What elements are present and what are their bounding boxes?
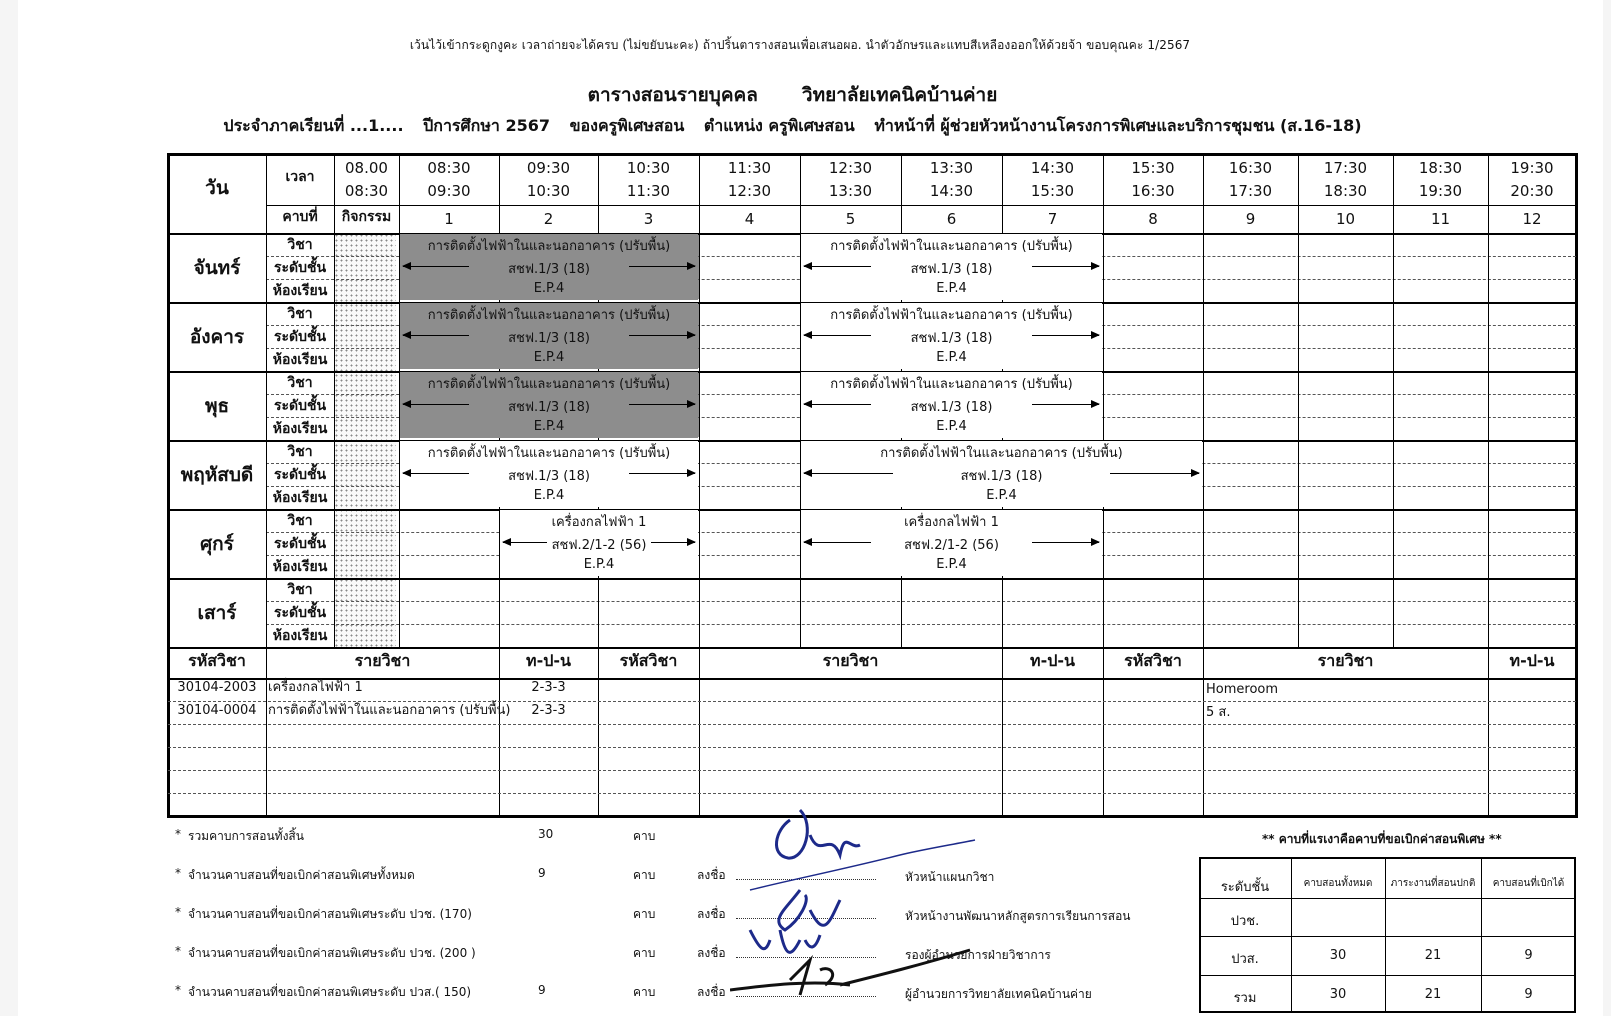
summary-unit: คาบ — [633, 946, 656, 960]
stats-header: คาบสอนที่เบิกได้ — [1492, 878, 1565, 889]
subjects-row-line — [168, 770, 1576, 771]
extra-activity: Homeroom — [1206, 682, 1279, 697]
signer-title: หัวหน้างานพัฒนาหลักสูตรการเรียนการสอน — [905, 909, 1131, 923]
subjects-row-line — [168, 793, 1576, 794]
time-from: 13:30 — [929, 159, 974, 177]
sign-label: ลงชื่อ — [697, 868, 726, 882]
stats-cell: 21 — [1424, 948, 1442, 963]
subject-tpn: 2-3-3 — [531, 680, 566, 695]
document-subtitle — [0, 114, 1585, 139]
subjects-row-line — [168, 724, 1576, 725]
entry-room: E.P.4 — [936, 557, 967, 572]
time-to: 12:30 — [727, 182, 772, 200]
title-college: วิทยาลัยเทคนิคบ้านค่าย — [801, 84, 998, 106]
signer-title: รองผู้อำนวยการฝ่ายวิชาการ — [905, 948, 1051, 962]
summary-label: รวมคาบการสอนทั้งสิ้น — [188, 829, 304, 843]
summary-label: จำนวนคาบสอนที่ขอเบิกค่าสอนพิเศษทั้งหมด — [188, 868, 415, 882]
summary-value: 9 — [538, 983, 546, 997]
period-label: คาบที่ — [282, 209, 318, 225]
semester: ประจำภาคเรียนที่ ...1.... — [223, 116, 404, 135]
stats-row-line — [1199, 975, 1576, 976]
subject-code: 30104-0004 — [177, 703, 257, 718]
activity-label: กิจกรรม — [341, 209, 392, 225]
arrow-right-icon — [629, 473, 695, 474]
document-title — [0, 80, 1585, 110]
arrow-right-icon — [1032, 542, 1099, 543]
stats-cell: ปวส. — [1231, 952, 1259, 967]
row-label-subject: วิชา — [287, 582, 313, 598]
entry-subject: การติดตั้งไฟฟ้าในและนอกอาคาร (ปรับพื้น) — [830, 377, 1073, 392]
time-from: 15:30 — [1131, 159, 1175, 177]
row-label-subject: วิชา — [287, 444, 313, 460]
time-from: 12:30 — [828, 159, 873, 177]
stats-cell: 21 — [1424, 987, 1442, 1002]
arrow-left-icon — [403, 266, 469, 267]
column-line — [699, 156, 700, 647]
academic-year: ปีการศึกษา 2567 — [423, 116, 550, 135]
arrow-right-icon — [629, 266, 695, 267]
row-divider — [266, 601, 1576, 602]
column-line — [1103, 156, 1104, 647]
period-number: 2 — [543, 210, 554, 228]
stats-cell: 30 — [1329, 987, 1347, 1002]
row-label-room: ห้องเรียน — [272, 421, 328, 437]
summary-value: 30 — [538, 827, 554, 841]
stats-header: คาบสอนทั้งหมด — [1303, 878, 1373, 889]
time-from: 19:30 — [1510, 159, 1554, 177]
period-number: 6 — [946, 210, 957, 228]
row-divider — [266, 624, 1576, 625]
row-label-room: ห้องเรียน — [272, 628, 328, 644]
row-label-room: ห้องเรียน — [272, 490, 328, 506]
time-from: 11:30 — [727, 159, 772, 177]
grid-bottom-line — [168, 647, 1576, 649]
day-header: วัน — [205, 177, 229, 199]
entry-subject: การติดตั้งไฟฟ้าในและนอกอาคาร (ปรับพื้น) — [880, 446, 1123, 461]
arrow-right-icon — [629, 335, 695, 336]
arrow-right-icon — [1032, 404, 1099, 405]
summary-value: 9 — [538, 866, 546, 880]
column-line — [334, 156, 335, 647]
arrow-left-icon — [403, 404, 469, 405]
subjects-header-name: รายวิชา — [822, 651, 879, 670]
subjects-header-tpn: ท-ป-น — [1509, 651, 1555, 670]
row-label-subject: วิชา — [287, 237, 313, 253]
arrow-right-icon — [1032, 266, 1099, 267]
subject-tpn: 2-3-3 — [531, 703, 566, 718]
time-to: 10:30 — [526, 182, 571, 200]
summary-label: จำนวนคาบสอนที่ขอเบิกค่าสอนพิเศษระดับ ปวช. (200 ) — [188, 946, 476, 960]
day-fri: ศุกร์ — [200, 533, 234, 555]
entry-level: สชฟ.2/1-2 (56) — [904, 538, 999, 553]
column-line — [1203, 156, 1204, 647]
top-note: เว้นไว้เข้ากระดูกงูคะ เวลาถ่ายจะได้ครบ (ไม่ขยับนะคะ) ถ้าปริ้นตารางสอนเพื่อเสนอผอ. นำตัวอักษรและแทบสีเหลืองออกให้ด้วยจ้า ขอบคุณคะ 1/2567 — [409, 38, 1191, 52]
time-from: 09:30 — [526, 159, 571, 177]
position: ตำแหน่ง ครูพิเศษสอน — [703, 116, 855, 135]
stats-cell: 9 — [1524, 948, 1533, 963]
row-label-level: ระดับชั้น — [273, 398, 327, 414]
subjects-header-tpn: ท-ป-น — [1030, 651, 1075, 670]
entry-level: สชฟ.1/3 (18) — [960, 469, 1043, 484]
period-number: 10 — [1335, 210, 1356, 228]
subject-name: เครื่องกลไฟฟ้า 1 — [268, 680, 363, 695]
signer-title: หัวหน้าแผนกวิชา — [905, 870, 995, 884]
special-note: ** คาบที่แรเงาคือคาบที่ขอเบิกค่าสอนพิเศษ ** — [1262, 832, 1502, 846]
stats-header: ภาระงานที่สอนปกติ — [1390, 878, 1476, 889]
period-number: 9 — [1245, 210, 1256, 228]
subjects-header-code: รหัสวิชา — [1124, 651, 1182, 670]
signatures-image — [730, 800, 1030, 1010]
arrow-left-icon — [403, 473, 469, 474]
column-line — [1488, 156, 1489, 647]
period-number: 8 — [1148, 210, 1158, 228]
subjects-header-name: รายวิชา — [354, 651, 411, 670]
period-number: 5 — [845, 210, 856, 228]
entry-subject: การติดตั้งไฟฟ้าในและนอกอาคาร (ปรับพื้น) — [427, 308, 671, 323]
signer-title: ผู้อำนวยการวิทยาลัยเทคนิคบ้านค่าย — [905, 987, 1092, 1001]
row-label-level: ระดับชั้น — [273, 467, 327, 483]
subject-code: 30104-2003 — [177, 680, 257, 695]
entry-room: E.P.4 — [936, 281, 967, 296]
entry-subject: การติดตั้งไฟฟ้าในและนอกอาคาร (ปรับพื้น) — [830, 308, 1073, 323]
time-to: 14:30 — [929, 182, 974, 200]
summary-unit: คาบ — [633, 868, 656, 882]
time-to: 13:30 — [828, 182, 873, 200]
arrow-right-icon — [1032, 335, 1099, 336]
time-to: 16:30 — [1131, 182, 1175, 200]
stats-row-line — [1199, 898, 1576, 899]
column-line — [1393, 156, 1394, 647]
arrow-right-icon — [629, 404, 695, 405]
title-main: ตารางสอนรายบุคคล — [587, 84, 758, 106]
period-number: 4 — [744, 210, 755, 228]
entry-subject: การติดตั้งไฟฟ้าในและนอกอาคาร (ปรับพื้น) — [427, 446, 671, 461]
arrow-left-icon — [804, 404, 871, 405]
entry-room: E.P.4 — [936, 350, 967, 365]
time-label: เวลา — [285, 169, 315, 185]
summary-bullet: * — [175, 944, 181, 958]
stats-cell: 9 — [1524, 987, 1533, 1002]
stats-cell: 30 — [1329, 948, 1347, 963]
time-from: 18:30 — [1418, 159, 1463, 177]
entry-room: E.P.4 — [533, 350, 565, 365]
time-from: 14:30 — [1030, 159, 1075, 177]
column-line — [266, 156, 267, 647]
duty: ทำหน้าที่ ผู้ช่วยหัวหน้างานโครงการพิเศษและบริการชุมชน (ส.16-18) — [874, 116, 1362, 135]
sign-label: ลงชื่อ — [697, 985, 726, 999]
summary-label: จำนวนคาบสอนที่ขอเบิกค่าสอนพิเศษระดับ ปวช. (170) — [188, 907, 472, 921]
arrow-left-icon — [503, 542, 547, 543]
summary-bullet: * — [175, 866, 181, 880]
entry-room: E.P.4 — [936, 419, 967, 434]
time-from: 17:30 — [1323, 159, 1368, 177]
entry-subject: เครื่องกลไฟฟ้า 1 — [551, 515, 647, 530]
arrow-left-icon — [804, 473, 893, 474]
summary-unit: คาบ — [633, 907, 656, 921]
row-label-level: ระดับชั้น — [273, 605, 327, 621]
stats-cell: ปวช. — [1230, 914, 1260, 929]
summary-unit: คาบ — [633, 985, 656, 999]
period-number: 11 — [1430, 210, 1451, 228]
entry-level: สชฟ.1/3 (18) — [910, 400, 993, 415]
arrow-left-icon — [804, 335, 871, 336]
day-sat: เสาร์ — [197, 602, 237, 624]
row-label-subject: วิชา — [287, 306, 313, 322]
entry-room: E.P.4 — [533, 488, 565, 503]
row-label-level: ระดับชั้น — [273, 536, 327, 552]
subjects-row-line — [168, 701, 1576, 702]
period-number: 12 — [1522, 210, 1542, 228]
time-from: 10:30 — [626, 159, 671, 177]
row-label-room: ห้องเรียน — [272, 352, 328, 368]
summary-bullet: * — [175, 905, 181, 919]
teacher: ของครูพิเศษสอน — [569, 116, 685, 135]
entry-subject: การติดตั้งไฟฟ้าในและนอกอาคาร (ปรับพื้น) — [830, 239, 1073, 254]
summary-bullet: * — [175, 983, 181, 997]
row-label-level: ระดับชั้น — [273, 260, 327, 276]
stats-header: ระดับชั้น — [1220, 880, 1270, 895]
subjects-header-line — [168, 678, 1576, 680]
arrow-right-icon — [1110, 473, 1199, 474]
row-label-subject: วิชา — [287, 513, 313, 529]
time-to: 09:30 — [427, 182, 471, 200]
stats-cell: รวม — [1233, 991, 1257, 1006]
time-to: 17:30 — [1228, 182, 1273, 200]
entry-room: E.P.4 — [533, 281, 565, 296]
day-divider — [168, 578, 1576, 580]
arrow-left-icon — [804, 266, 871, 267]
subjects-header-name: รายวิชา — [1317, 651, 1374, 670]
row-label-room: ห้องเรียน — [272, 283, 328, 299]
day-thu: พฤหัสบดี — [180, 464, 254, 486]
summary-bullet: * — [175, 827, 181, 841]
day-tue: อังคาร — [189, 326, 245, 348]
time-from: 08.00 — [345, 159, 388, 177]
column-line — [1298, 156, 1299, 647]
time-to: 20:30 — [1510, 182, 1554, 200]
arrow-left-icon — [804, 542, 871, 543]
time-to: 08:30 — [344, 182, 389, 200]
entry-level: สชฟ.1/3 (18) — [508, 469, 590, 484]
time-to: 18:30 — [1323, 182, 1368, 200]
subjects-header-code: รหัสวิชา — [619, 651, 678, 670]
subjects-row-line — [168, 747, 1576, 748]
extra-activity: 5 ส. — [1206, 705, 1231, 720]
time-from: 08:30 — [427, 159, 471, 177]
entry-subject: การติดตั้งไฟฟ้าในและนอกอาคาร (ปรับพื้น) — [427, 239, 671, 254]
entry-room: E.P.4 — [986, 488, 1017, 503]
entry-level: สชฟ.1/3 (18) — [508, 400, 590, 415]
entry-room: E.P.4 — [533, 419, 565, 434]
time-from: 16:30 — [1228, 159, 1273, 177]
period-number: 3 — [643, 210, 654, 228]
arrow-left-icon — [403, 335, 469, 336]
header-divider — [266, 205, 1576, 206]
sign-label: ลงชื่อ — [697, 907, 726, 921]
entry-subject: การติดตั้งไฟฟ้าในและนอกอาคาร (ปรับพื้น) — [427, 377, 671, 392]
time-to: 11:30 — [626, 182, 671, 200]
arrow-right-icon — [651, 542, 695, 543]
entry-level: สชฟ.2/1-2 (56) — [551, 538, 647, 553]
row-label-level: ระดับชั้น — [273, 329, 327, 345]
sign-label: ลงชื่อ — [697, 946, 726, 960]
summary-label: จำนวนคาบสอนที่ขอเบิกค่าสอนพิเศษระดับ ปวส.( 150) — [188, 985, 472, 999]
entry-room: E.P.4 — [583, 557, 615, 572]
entry-level: สชฟ.1/3 (18) — [508, 262, 590, 277]
row-label-room: ห้องเรียน — [272, 559, 328, 575]
stats-row-line — [1199, 936, 1576, 937]
time-to: 19:30 — [1418, 182, 1463, 200]
row-label-subject: วิชา — [287, 375, 313, 391]
subjects-header-tpn: ท-ป-น — [526, 651, 571, 670]
entry-level: สชฟ.1/3 (18) — [910, 331, 993, 346]
entry-level: สชฟ.1/3 (18) — [508, 331, 590, 346]
period-number: 7 — [1047, 210, 1058, 228]
time-to: 15:30 — [1030, 182, 1075, 200]
subject-name: การติดตั้งไฟฟ้าในและนอกอาคาร (ปรับพื้น) — [268, 703, 511, 718]
day-mon: จันทร์ — [193, 257, 241, 279]
summary-unit: คาบ — [633, 829, 656, 843]
entry-level: สชฟ.1/3 (18) — [910, 262, 993, 277]
period-number: 1 — [444, 210, 454, 228]
entry-subject: เครื่องกลไฟฟ้า 1 — [904, 515, 999, 530]
day-wed: พุธ — [204, 395, 230, 417]
subjects-header-code: รหัสวิชา — [188, 651, 246, 670]
